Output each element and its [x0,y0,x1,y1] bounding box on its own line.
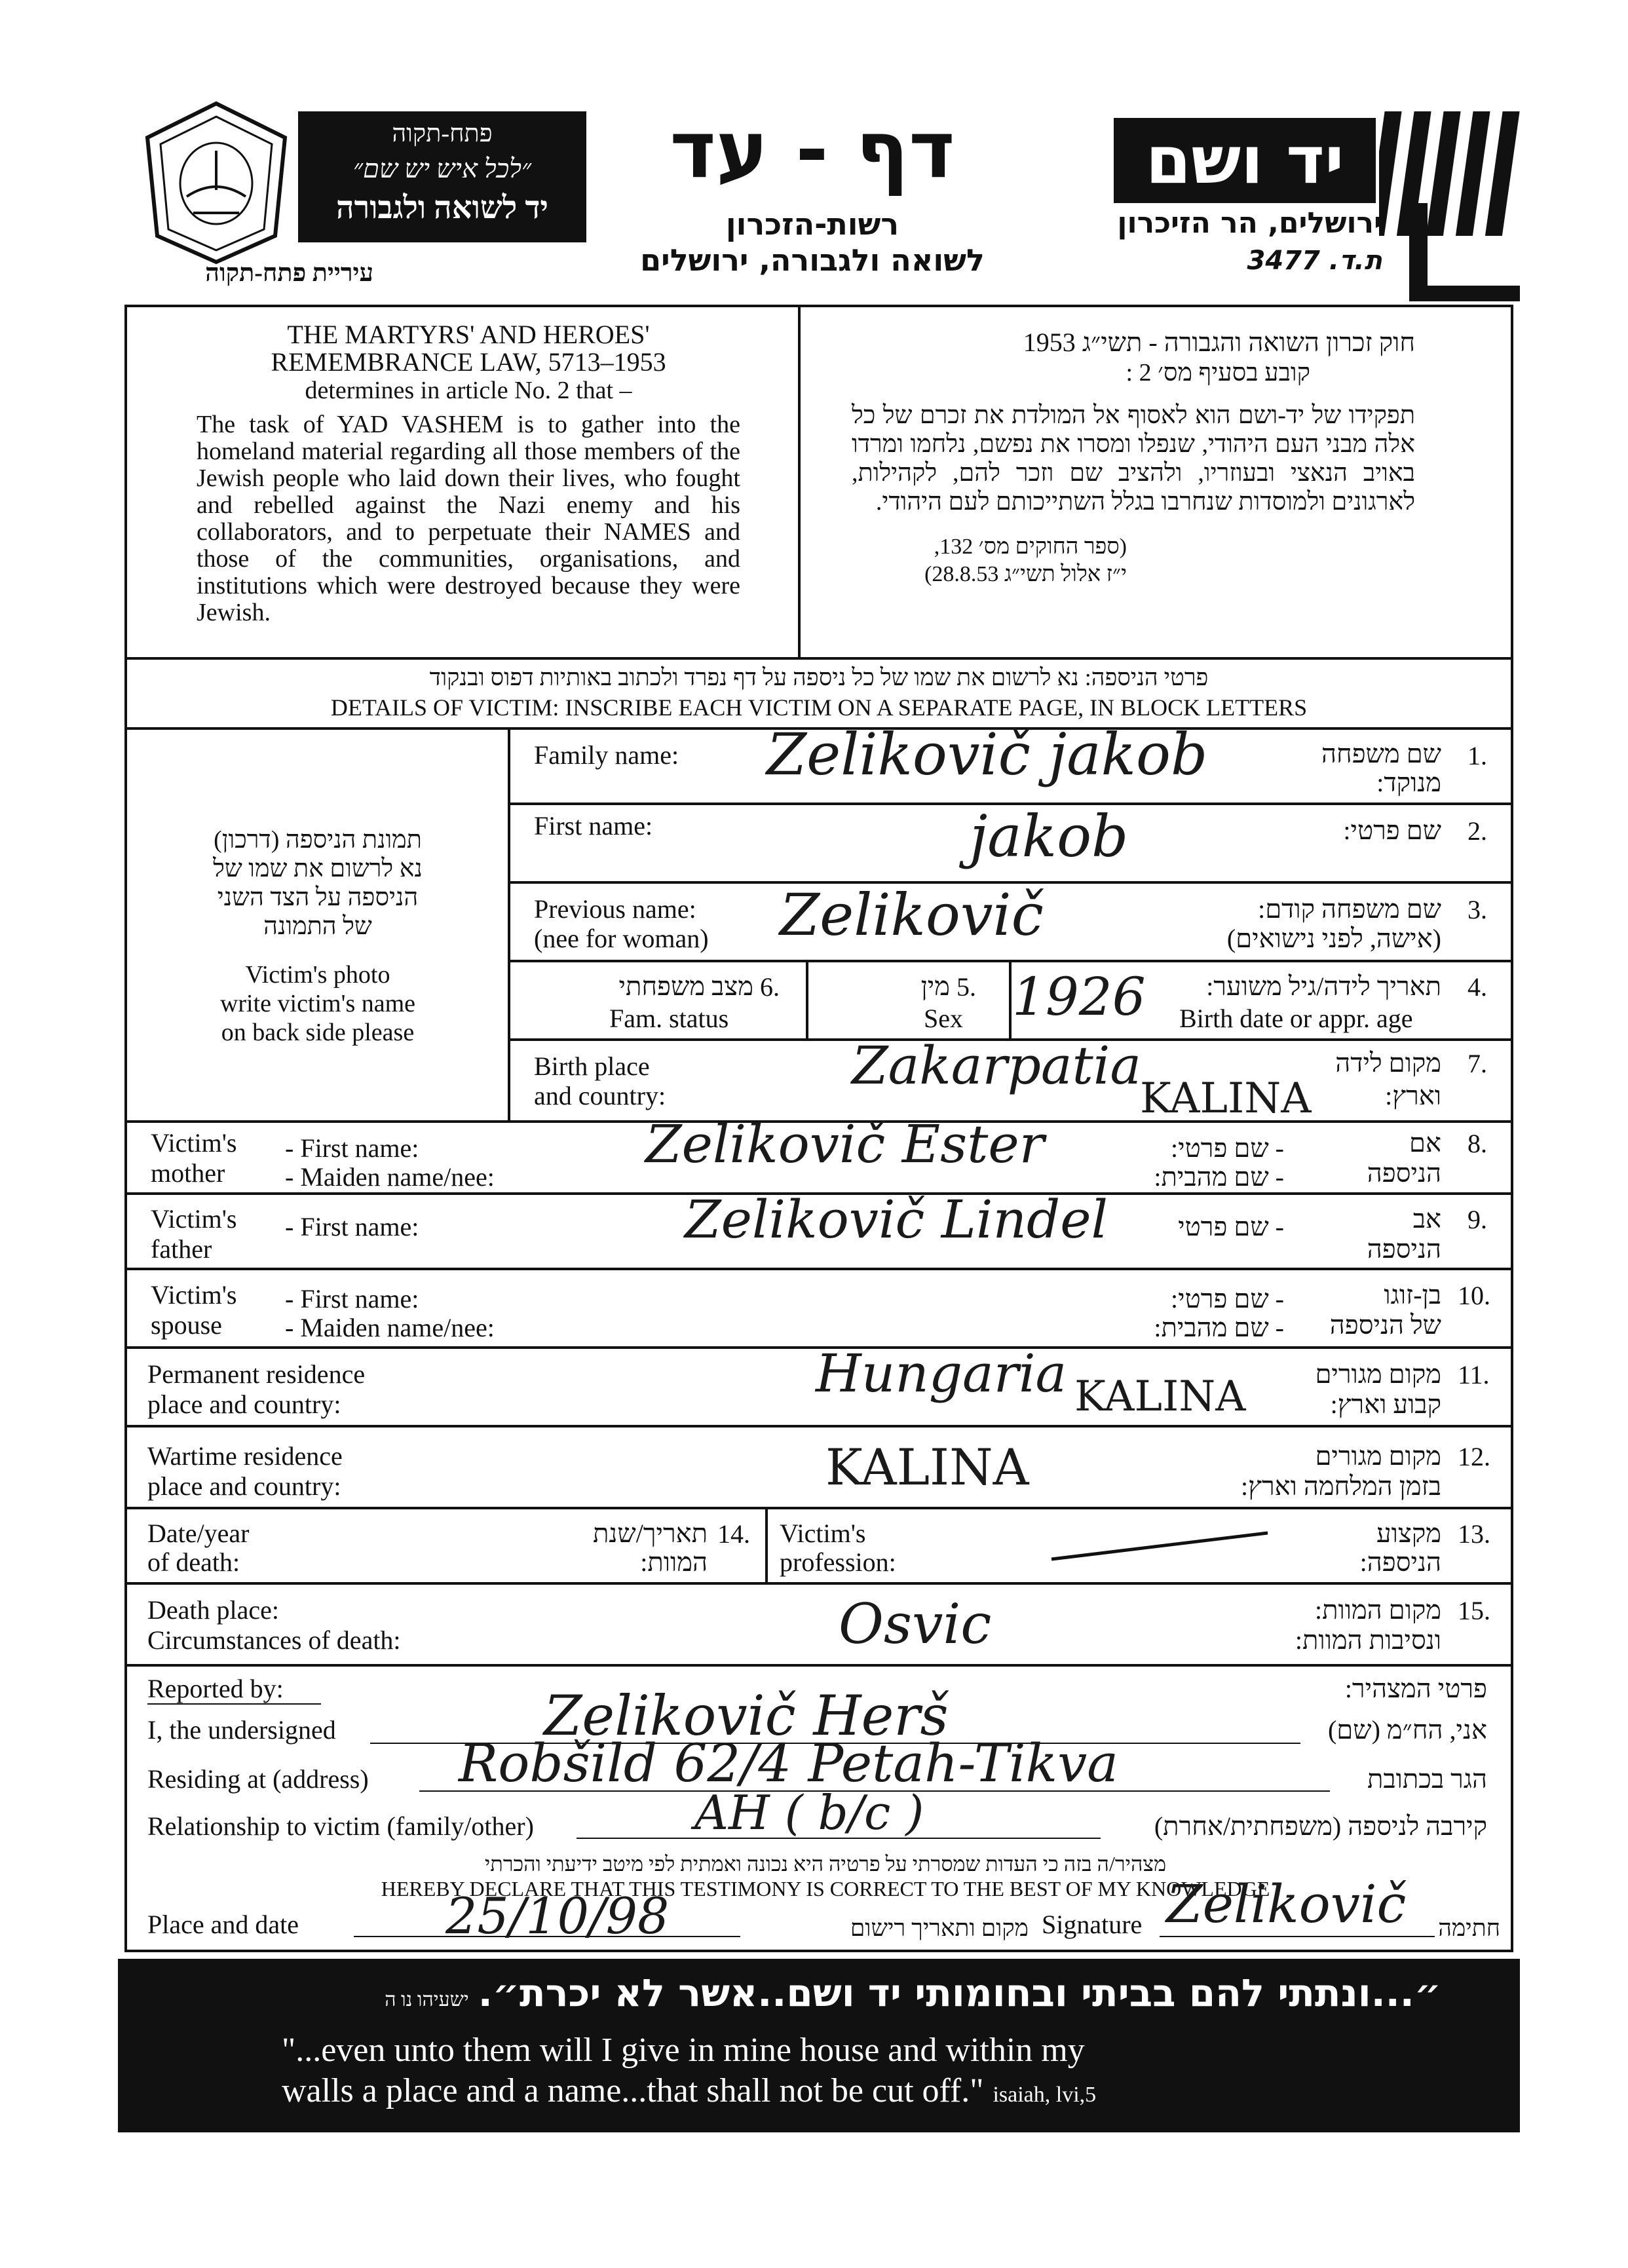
f11-value1[interactable]: Hungaria [816,1343,1067,1404]
place-date-he-label: מקום ותאריך רישום [850,1915,1029,1941]
row9-bottom [124,1268,1513,1270]
f7-en-label1: Birth place [534,1051,650,1081]
f11-value2[interactable]: KALINA [1074,1372,1246,1421]
footer-en-ref: isaiah, lvi,5 [993,2083,1097,2107]
law-he-ref1: (ספר החוקים מס׳ 132, [934,535,1127,559]
f13-dash-mark [1048,1526,1271,1566]
f8-he-sub2: - שם מהבית: [1154,1162,1284,1192]
f6-he-label: מצב משפחתי [618,972,753,1001]
f1-value[interactable]: Zelikovič jakob [767,721,1208,788]
f10-en-sub2: - Maiden name/nee: [285,1313,495,1342]
f13-num: 13. [1458,1519,1490,1549]
municipality-banner [298,111,586,242]
municipality-seal [141,98,292,269]
f12-en-label2: place and country: [147,1471,341,1501]
f9-en-sub1: - First name: [285,1212,419,1241]
f1-he-label2: מנוקד: [1376,768,1441,797]
row11-bottom [124,1425,1513,1427]
f3-he-label2: (אישה, לפני נישואים) [1226,924,1441,953]
law-bottom-line [124,657,1513,660]
f1-num: 1. [1467,741,1487,770]
authority-line1: רשות-הזכרון [725,206,899,242]
footer-quote-banner [118,1959,1520,2132]
f15-he-label2: ונסיבות המוות: [1295,1625,1441,1655]
f10-en-main1: Victim's [151,1280,237,1310]
signature-en-label: Signature [1042,1910,1143,1939]
reporter-en-title: Reported by: [147,1674,284,1703]
row15-bottom [124,1664,1513,1667]
f15-en-label2: Circumstances of death: [147,1625,401,1655]
row4-div1 [806,960,808,1038]
f4-num: 4. [1467,972,1487,1002]
f12-he-label2: בזמן המלחמה וארץ: [1241,1471,1441,1501]
f12-en-label1: Wartime residence [147,1441,343,1471]
f6-en-label: Fam. status [609,1004,729,1033]
law-en-body: The task of YAD VASHEM is to gather into the homeland material regarding all those members of the Jewish people who laid down their lives, who fought and rebelled against the Nazi enemy and his collaborators, and to perpetuate their NAMES and those of the communities, organisations, and institutions which were destroyed because they were Jewish. [197,411,740,626]
reporter-title-underline [147,1703,321,1705]
f9-en-main2: father [151,1234,212,1264]
photo-box [131,825,504,1047]
law-en-title1: THE MARTYRS' AND HEROES' [287,320,650,349]
law-en-title3: determines in article No. 2 that – [305,377,632,404]
f14-he-label1: תאריך/שנת [592,1519,708,1548]
f2-num: 2. [1467,816,1487,846]
f14-he-label2: המוות: [640,1547,708,1577]
f9-he-sub1: - שם פרטי [1178,1212,1284,1241]
signature-value[interactable]: Zelikovič [1166,1874,1407,1935]
reporter-he-title: פרטי המצהיר: [1344,1674,1487,1703]
f9-value[interactable]: Zelikovič Lindel [685,1189,1108,1250]
f12-num: 12. [1458,1442,1490,1471]
law-he-title2: קובע בסעיף מס׳ 2 : [1126,359,1310,387]
f7-en-label2: and country: [534,1081,666,1110]
law-hebrew [852,328,1415,588]
undersigned-value[interactable]: Zelikovič Herš [544,1684,949,1748]
f8-en-sub1: - First name: [285,1133,419,1163]
f13-he-label1: מקצוע [1376,1519,1441,1548]
f1-en-label: Family name: [534,740,679,770]
photo-he-line4: של התמונה [263,913,372,940]
f10-en-main2: spouse [151,1310,222,1340]
footer-en-quote1: "...even unto them will I give in mine house and within my [282,2032,1085,2069]
form-title: דף - עד [670,105,955,196]
f7-he-label2: וארץ: [1385,1081,1441,1110]
relation-he-label: קירבה לניספה (משפחתית/אחרת) [1154,1811,1487,1841]
yad-vashem-logo-text: יד ושם [1145,122,1344,198]
f7-num: 7. [1467,1049,1487,1078]
row13-bottom [124,1582,1513,1585]
signature-line [1160,1936,1435,1937]
f15-he-label1: מקום המוות: [1314,1595,1441,1625]
f8-en-main1: Victim's [151,1128,237,1158]
undersigned-en-label: I, the undersigned [147,1715,336,1745]
f3-en-label1: Previous name: [534,894,696,924]
f8-value[interactable]: Zelikovič Ester [645,1114,1044,1175]
f12-he-label1: מקום מגורים [1315,1441,1441,1471]
footer-he-quote: ״...ונתתי להם בביתי ובחומותי יד ושם..אשר לא יכרת״. [478,1971,1441,2015]
f10-num: 10. [1458,1281,1490,1310]
f7-value2[interactable]: KALINA [1140,1074,1312,1123]
f2-value[interactable]: jakob [970,803,1129,870]
row12-bottom [124,1507,1513,1509]
photo-box-divider [508,727,510,1120]
f10-en-sub1: - First name: [285,1284,419,1314]
f4-value[interactable]: 1926 [1012,966,1146,1027]
f8-he-main1: אם [1409,1128,1441,1158]
f11-he-label1: מקום מגורים [1315,1359,1441,1389]
f15-num: 15. [1458,1596,1490,1625]
f9-he-main2: הניספה [1367,1234,1441,1264]
address-value[interactable]: Robšild 62/4 Petah-Tikva [459,1733,1118,1794]
f3-num: 3. [1467,895,1487,924]
undersigned-he-label: אני, הח״מ (שם) [1327,1715,1487,1745]
photo-he-line3: הניספה על הצד השני [217,884,419,911]
f14-en-label1: Date/year [147,1519,250,1548]
f11-en-label2: place and country: [147,1389,341,1419]
address-en-label: Residing at (address) [147,1764,369,1794]
f8-en-main2: mother [151,1158,225,1188]
f15-value[interactable]: Osvic [839,1592,992,1656]
f2-he-label: שם פרטי: [1343,816,1441,845]
relation-value[interactable]: AH ( b/c ) [694,1785,924,1840]
signature-he-label: חתימה [1438,1915,1500,1941]
address-he-label: הגר בכתובת [1367,1764,1487,1794]
f5-he-label: מין [920,972,950,1001]
f8-en-sub2: - Maiden name/nee: [285,1162,495,1192]
instructions-english: DETAILS OF VICTIM: INSCRIBE EACH VICTIM ON A SEPARATE PAGE, IN BLOCK LETTERS [330,694,1308,721]
row4-div2 [1009,960,1012,1038]
instructions-hebrew: פרטי הניספה: נא לרשום את שמו של כל ניספה על דף נפרד ולכתוב באותיות דפוס ובנקוד [429,664,1209,690]
place-date-en-label: Place and date [147,1910,299,1939]
f9-en-main1: Victim's [151,1204,237,1234]
f11-num: 11. [1458,1360,1490,1389]
law-he-title1: חוק זכרון השואה והגבורה - תשי״ג 1953 [1023,328,1415,357]
f8-he-main2: הניספה [1367,1158,1441,1188]
authority-line2: לשואה ולגבורה, ירושלים [640,242,985,278]
footer-en-quote2: walls a place and a name...that shall not be cut off." [282,2072,984,2109]
photo-en-line2: write victim's name [219,990,416,1017]
f5-num: 5. [956,972,976,1002]
law-en-title2: REMEMBRANCE LAW, 5713–1953 [271,347,666,377]
f12-value[interactable]: KALINA [825,1438,1029,1496]
f7-he-label1: מקום לידה [1335,1048,1441,1078]
seal-emblem-icon [141,98,292,269]
footer-he-ref: ישעיהו נו ה [385,1989,469,2011]
f3-en-label2: (nee for woman) [534,924,709,953]
declare-hebrew: מצהיר/ה בזה כי העדות שמסרתי על פרטיה היא נכונה ואמתית לפי מיטב ידיעתי והכרתי [484,1852,1167,1876]
f11-en-label1: Permanent residence [147,1359,366,1389]
yad-vashem-address: ירושלים, הר הזיכרון [1117,206,1382,240]
po-box: ת.ד. 3477 [1247,246,1382,276]
place-date-value[interactable]: 25/10/98 [445,1887,670,1945]
f1-he-label1: שם משפחה [1321,739,1441,768]
law-divider [798,305,801,658]
f3-value[interactable]: Zelikovič [780,881,1044,949]
f11-he-label2: קבוע וארץ: [1330,1389,1441,1419]
municipality-caption: עיריית פתח-תקוה [205,259,373,287]
f8-num: 8. [1467,1129,1487,1158]
banner-city: פתח-תקוה [392,120,493,147]
law-english [197,321,740,626]
f4-he-label: תאריך לידה/גיל משוער: [1206,972,1441,1001]
f4-en-label: Birth date or appr. age [1179,1004,1413,1033]
declare-english: HEREBY DECLARE THAT THIS TESTIMONY IS CORRECT TO THE BEST OF MY KNOWLEDGE [381,1877,1270,1900]
f3-he-label1: שם משפחה קודם: [1258,894,1441,924]
f13-en-label1: Victim's [780,1519,866,1548]
f13-he-label2: הניספה: [1359,1547,1441,1577]
photo-en-line1: Victim's photo [245,961,390,989]
row13-divider [765,1507,768,1582]
law-he-body: תפקידו של יד-ושם הוא לאסוף אל המולדת את זכרם של כל אלה מבני העם היהודי, שנפלו ומסרו את נפשם, נלחמו ומרדו באויב הנאצי ובעוזריו, ולהציב שם וזכר להם, לקהילות, לארגונים ולמוסדות שנחרבו בגלל השתייכותם לעם היהודי. [852,402,1415,516]
f9-num: 9. [1467,1205,1487,1234]
law-he-ref2: י״ז אלול תשי״ג 28.8.53) [924,562,1127,586]
banner-name: יד לשואה ולגבורה [336,191,548,225]
f8-he-sub1: - שם פרטי: [1171,1133,1284,1163]
f15-en-label1: Death place: [147,1595,279,1625]
f14-num: 14. [717,1519,750,1549]
f13-en-label2: profession: [780,1547,896,1577]
f2-en-label: First name: [534,811,653,841]
f10-he-main1: בן-זוגו [1384,1280,1441,1310]
f7-value1[interactable]: Zakarpatia [852,1035,1142,1096]
yad-vashem-logo [1114,118,1376,203]
f10-he-main2: של הניספה [1329,1310,1441,1340]
f14-en-label2: of death: [147,1547,240,1577]
f6-num: 6. [760,972,780,1002]
f9-he-main1: אב [1412,1204,1441,1234]
photo-en-line3: on back side please [221,1019,415,1046]
f10-he-sub1: - שם פרטי: [1171,1284,1284,1314]
banner-motto: ״לכל איש יש שם״ [352,154,532,183]
f10-he-sub2: - שם מהבית: [1154,1313,1284,1342]
yad-vashem-flame-icon [1379,105,1530,301]
photo-he-line1: תמונת הניספה (דרכון) [214,826,422,854]
f5-en-label: Sex [924,1004,963,1033]
relation-en-label: Relationship to victim (family/other) [147,1811,534,1841]
photo-he-line2: נא לרשום את שמו של [213,855,423,882]
